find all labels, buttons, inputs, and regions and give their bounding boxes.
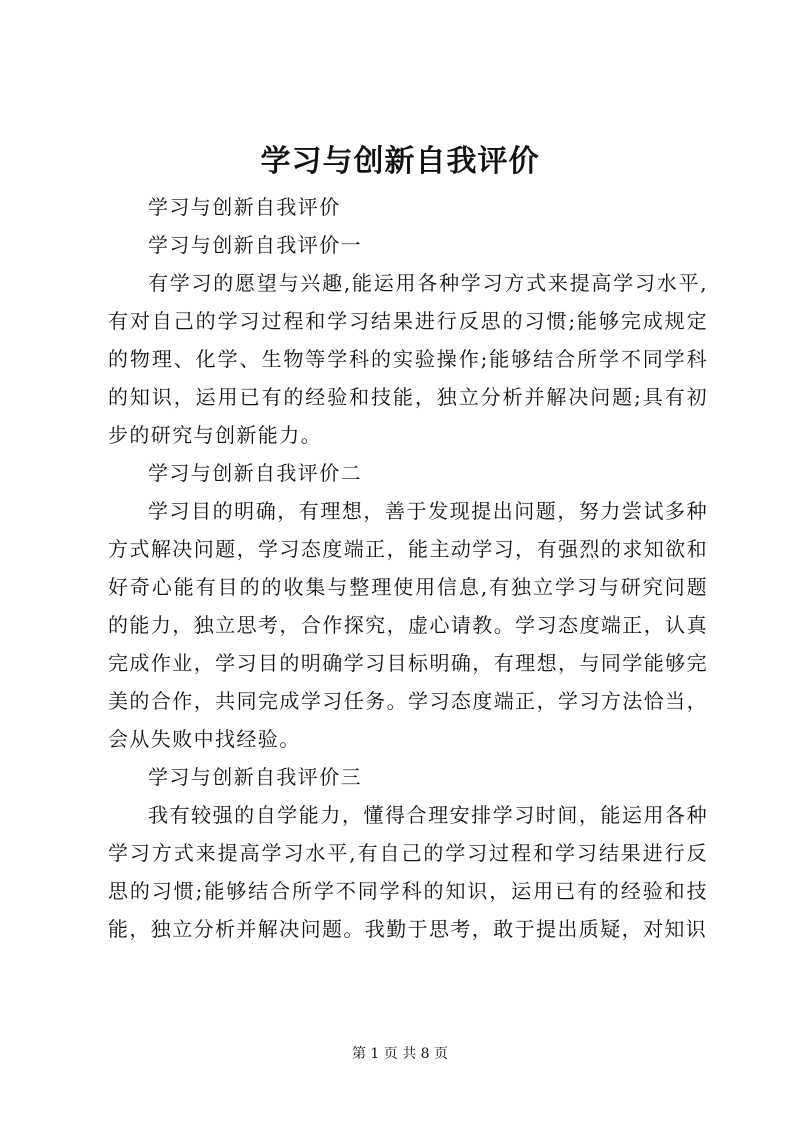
page-footer: 第 1 页 共 8 页 — [351, 1046, 449, 1062]
section-paragraph-1: 有学习的愿望与兴趣,能运用各种学习方式来提高学习水平,有对自己的学习过程和学习结果进行反思的习惯;能够完成规定的物理、化学、生物等学科的实验操作;能够结合所学不同学科的知识，运用已有的经验和技能，独立分析并解决问题;具有初步的研究与创新能力。 — [108, 271, 708, 447]
document-body — [108, 188, 708, 948]
section-paragraph-2: 学习目的明确，有理想，善于发现提出问题，努力尝试多种方式解决问题，学习态度端正，能主动学习，有强烈的求知欲和好奇心能有目的的收集与整理使用信息,有独立学习与研究问题的能力，独立思考，合作探究，虚心请教。学习态度端正，认真完成作业，学习目的明确学习目标明确，有理想，与同学能够完美的合作，共同完成学习任务。学习态度端正，学习方法恰当，会从失败中找经验。 — [108, 499, 708, 751]
intro-heading: 学习与创新自我评价 — [148, 195, 341, 219]
section-paragraph-3: 我有较强的自学能力，懂得合理安排学习时间，能运用各种学习方式来提高学习水平,有自己的学习过程和学习结果进行反思的习惯;能够结合所学不同学科的知识，运用已有的经验和技能，独立分析并解决问题。我勤于思考，敢于提出质疑，对知识 — [108, 803, 708, 941]
document-title: 学习与创新自我评价 — [260, 144, 540, 179]
section-heading-3: 学习与创新自我评价三 — [148, 765, 362, 789]
section-heading-2: 学习与创新自我评价二 — [148, 461, 362, 485]
section-heading-1: 学习与创新自我评价一 — [148, 233, 362, 257]
